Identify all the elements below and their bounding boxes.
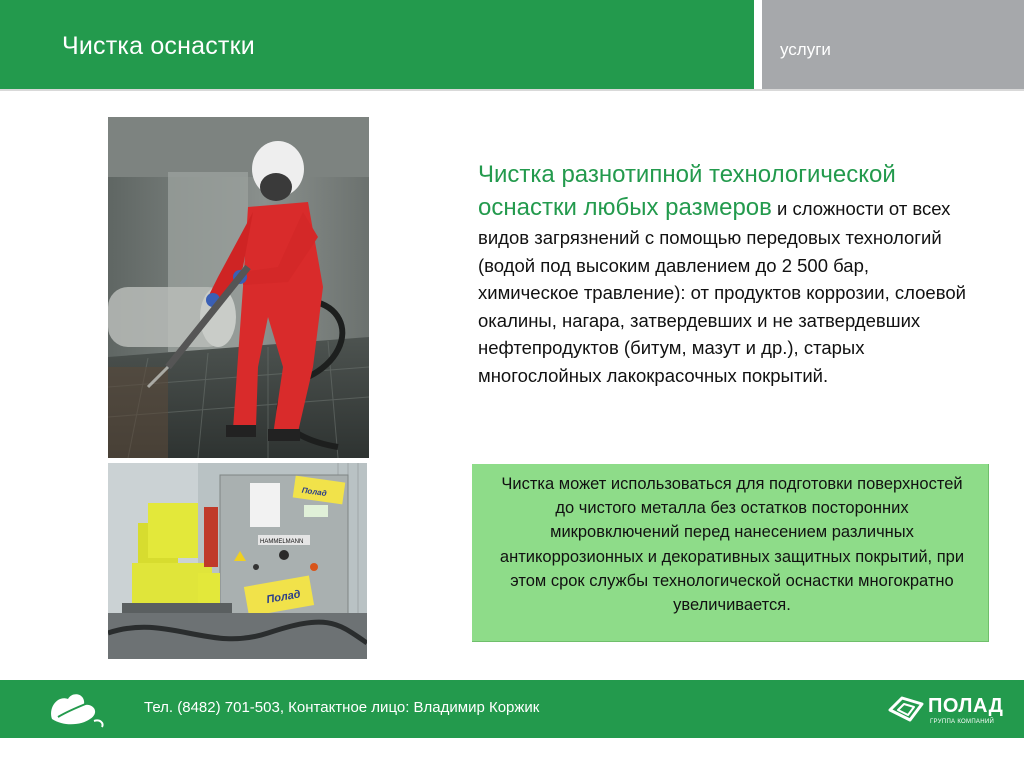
brand-name: ПОЛАД [928,695,1004,717]
equipment-label-1: Полад [301,485,328,499]
header-bar [0,0,754,89]
equipment-label-2: HAMMELMANN [260,539,304,545]
header-underline [0,89,1024,91]
note-box [472,464,989,642]
contact-info: Тел. (8482) 701-503, Контактное лицо: Владимир Коржик [144,699,540,716]
brand-logo [888,692,1008,728]
main-lead: Чистка разнотипной технологической оснастки любых размеров [478,161,896,221]
equipment-illustration [108,463,367,659]
polad-logo-icon [888,694,924,724]
worker-cleaning-illustration [108,117,369,458]
page-title: Чистка оснастки [62,32,255,60]
main-description [478,158,968,389]
equipment-label-3: Полад [265,588,302,607]
leaf-logo-icon [44,689,108,729]
main-body: и сложности от всех видов загрязнений с помощью передовых технологий (водой под высоким давлением до 2 500 бар, химическое травление): от продуктов коррозии, слоевой окалины, нагара, затвердевших и не затвердевших нефтепродуктов (битум, мазут и др.), старых многослойных лакокрасочных покрытий. [478,198,966,386]
brand-subtitle: ГРУППА КОМПАНИЙ [930,719,995,725]
equipment-photo [108,463,367,659]
footer-bar [0,680,1024,738]
section-bar [762,0,1024,89]
header-divider [754,0,757,89]
worker-cleaning-photo [108,117,369,458]
note-text: Чистка может использоваться для подготовки поверхностей до чистого металла без остатков посторонних микровключений перед нанесением различных антикоррозионных и декоративных защитных покрытий, при этом срок службы технологической оснастки многократно увеличивается. [499,475,965,615]
section-label: услуги [780,40,831,59]
